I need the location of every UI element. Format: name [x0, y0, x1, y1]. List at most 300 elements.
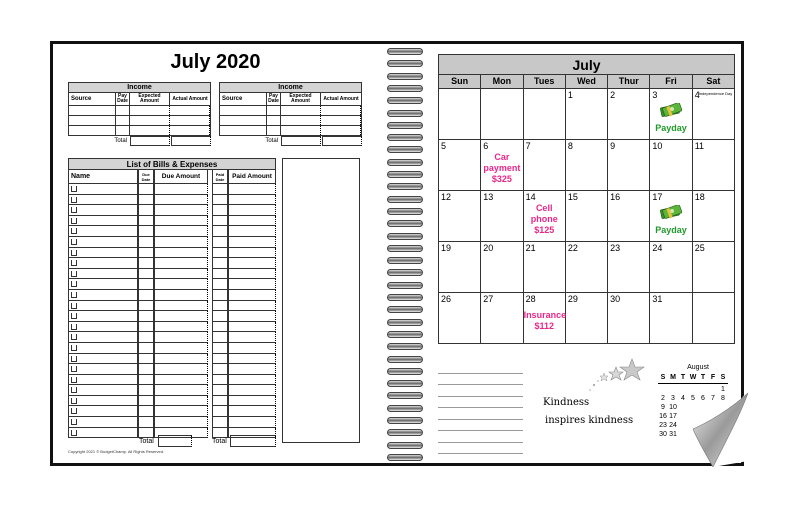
bill-due-date-cell[interactable]: [138, 417, 154, 428]
bill-paid-date-cell[interactable]: [212, 269, 228, 280]
bill-row[interactable]: [68, 258, 276, 269]
payday-label: Payday: [655, 123, 687, 133]
bills-total-due-box[interactable]: [158, 435, 192, 447]
bill-paid-date-cell[interactable]: [212, 279, 228, 290]
bill-row[interactable]: [68, 237, 276, 248]
bill-paid-date-cell[interactable]: [212, 184, 228, 195]
bill-checkbox[interactable]: [71, 398, 77, 404]
bill-paid-date-cell[interactable]: [212, 332, 228, 343]
income-total-label: Total: [265, 138, 278, 144]
calendar-day-cell[interactable]: [693, 89, 735, 140]
bill-checkbox[interactable]: [71, 324, 77, 330]
actual-amount-header: Actual Amount: [323, 95, 359, 102]
bill-name-cell[interactable]: [68, 332, 138, 343]
bill-row[interactable]: [68, 279, 276, 290]
bill-checkbox[interactable]: [71, 377, 77, 383]
calendar-week: [438, 242, 735, 293]
bill-due-date-cell[interactable]: [138, 332, 154, 343]
holiday-label: Independence Day: [698, 91, 733, 96]
bill-paid-amount-cell[interactable]: [228, 364, 276, 375]
bill-name-cell[interactable]: [68, 248, 138, 259]
bill-paid-amount-cell[interactable]: [228, 269, 276, 280]
bill-checkbox[interactable]: [71, 250, 77, 256]
bill-paid-amount-cell[interactable]: [228, 301, 276, 312]
bill-due-amount-cell[interactable]: [154, 364, 208, 375]
calendar-day-cell[interactable]: [481, 191, 523, 242]
bill-paid-amount-cell[interactable]: [228, 258, 276, 269]
income-row[interactable]: [68, 126, 211, 136]
notes-lines[interactable]: [438, 362, 523, 454]
bill-note-line: phone: [530, 214, 558, 224]
bill-row[interactable]: [68, 354, 276, 365]
bill-due-amount-cell[interactable]: [154, 279, 208, 290]
bill-row[interactable]: [68, 385, 276, 396]
calendar-day-cell[interactable]: [481, 140, 523, 191]
bill-row[interactable]: [68, 226, 276, 237]
calendar-day-cell[interactable]: [566, 191, 608, 242]
bill-paid-date-cell[interactable]: [212, 290, 228, 301]
bill-due-date-cell[interactable]: [138, 406, 154, 417]
income-row[interactable]: [219, 106, 362, 116]
calendar-day-cell[interactable]: [650, 242, 692, 293]
spiral-ring: [387, 343, 423, 350]
bill-paid-date-cell[interactable]: [212, 364, 228, 375]
mini-calendar-title: August: [687, 364, 709, 371]
bill-paid-date-cell[interactable]: [212, 396, 228, 407]
calendar-day-cell[interactable]: [524, 191, 566, 242]
day-number: 23: [610, 243, 621, 253]
calendar-day-cell[interactable]: [650, 293, 692, 344]
bill-row[interactable]: [68, 301, 276, 312]
spiral-ring: [387, 233, 423, 240]
calendar-weeks: [438, 89, 735, 344]
bill-checkbox[interactable]: [71, 387, 77, 393]
bill-row[interactable]: [68, 343, 276, 354]
bill-due-amount-cell[interactable]: [154, 375, 208, 386]
bill-name-cell[interactable]: [68, 258, 138, 269]
mini-weekday: F: [710, 374, 716, 381]
left-page: [53, 44, 378, 463]
calendar-day-cell[interactable]: [524, 242, 566, 293]
money-icon: [660, 103, 682, 117]
mini-weekday: T: [680, 374, 686, 381]
bill-row[interactable]: [68, 332, 276, 343]
bill-paid-amount-cell[interactable]: [228, 322, 276, 333]
day-number: 2: [610, 90, 616, 100]
bill-due-date-cell[interactable]: [138, 301, 154, 312]
day-number: 10: [652, 141, 663, 151]
calendar-week: [438, 191, 735, 242]
calendar-day-cell[interactable]: [524, 140, 566, 191]
calendar-day-cell[interactable]: [566, 293, 608, 344]
bill-due-amount-cell[interactable]: [154, 354, 208, 365]
calendar-day-cell[interactable]: [481, 89, 523, 140]
income-title: Income: [219, 82, 362, 93]
bill-due-date-cell[interactable]: [138, 385, 154, 396]
bill-checkbox[interactable]: [71, 408, 77, 414]
bill-row[interactable]: [68, 216, 276, 227]
expected-amount-header: Expected Amount: [130, 93, 170, 105]
bill-checkbox[interactable]: [71, 218, 77, 224]
weekday-header: [438, 75, 735, 89]
day-number: 21: [525, 243, 536, 253]
day-number: 19: [441, 243, 452, 253]
day-number: 5: [441, 141, 447, 151]
bill-due-date-cell[interactable]: [138, 364, 154, 375]
day-number: 7: [525, 141, 531, 151]
calendar-day-cell[interactable]: [566, 140, 608, 191]
income-total-actual[interactable]: [171, 136, 211, 146]
bill-name-cell[interactable]: [68, 184, 138, 195]
spiral-ring: [387, 269, 423, 276]
day-number: 29: [567, 294, 578, 304]
bills-total-paid-box[interactable]: [230, 435, 276, 447]
money-icon: [660, 205, 682, 219]
bill-paid-date-cell[interactable]: [212, 248, 228, 259]
bill-due-date-cell[interactable]: [138, 237, 154, 248]
bill-paid-date-cell[interactable]: [212, 375, 228, 386]
mini-day: 8: [721, 395, 725, 402]
bill-note-line: $112: [534, 321, 554, 331]
bill-due-amount-cell[interactable]: [154, 406, 208, 417]
calendar-day-cell[interactable]: [608, 140, 650, 191]
bill-paid-amount-cell[interactable]: [228, 311, 276, 322]
bill-due-date-cell[interactable]: [138, 290, 154, 301]
spiral-binding: [383, 44, 427, 463]
bill-name-cell[interactable]: [68, 428, 138, 439]
bill-due-amount-cell[interactable]: [154, 322, 208, 333]
paid-date-header: Paid Date: [212, 170, 228, 184]
due-date-header: Due Date: [138, 170, 154, 184]
bill-paid-amount-cell[interactable]: [228, 354, 276, 365]
bill-name-cell[interactable]: [68, 269, 138, 280]
calendar-week: [438, 140, 735, 191]
quote-line-1: Kindness: [543, 397, 590, 408]
bill-name-cell[interactable]: [68, 205, 138, 216]
bill-due-amount-cell[interactable]: [154, 396, 208, 407]
spiral-ring: [387, 60, 423, 67]
bill-row[interactable]: [68, 364, 276, 375]
bill-checkbox[interactable]: [71, 430, 77, 436]
bill-due-date-cell[interactable]: [138, 343, 154, 354]
bill-checkbox[interactable]: [71, 419, 77, 425]
spiral-ring: [387, 220, 423, 227]
bill-due-date-cell[interactable]: [138, 258, 154, 269]
bill-row[interactable]: [68, 375, 276, 386]
bill-checkbox[interactable]: [71, 303, 77, 309]
weekday-label: Fri: [650, 75, 692, 89]
bill-due-date-cell[interactable]: [138, 269, 154, 280]
bill-checkbox[interactable]: [71, 197, 77, 203]
bill-paid-date-cell[interactable]: [212, 226, 228, 237]
calendar-day-cell[interactable]: [608, 242, 650, 293]
bill-due-amount-cell[interactable]: [154, 216, 208, 227]
bill-checkbox[interactable]: [71, 345, 77, 351]
spiral-ring: [387, 97, 423, 104]
day-number: 28: [525, 294, 536, 304]
mini-day: 6: [701, 395, 705, 402]
stars-icon: [586, 357, 646, 397]
bill-due-amount-cell[interactable]: [154, 258, 208, 269]
calendar-week: [438, 293, 735, 344]
bill-row[interactable]: [68, 248, 276, 259]
bill-rows: [68, 184, 276, 438]
spiral-ring: [387, 331, 423, 338]
calendar-day-cell[interactable]: [566, 89, 608, 140]
bill-row[interactable]: [68, 311, 276, 322]
spiral-ring: [387, 85, 423, 92]
bill-due-date-cell[interactable]: [138, 216, 154, 227]
spiral-ring: [387, 306, 423, 313]
spiral-ring: [387, 454, 423, 461]
bill-checkbox[interactable]: [71, 239, 77, 245]
bill-paid-date-cell[interactable]: [212, 205, 228, 216]
bill-due-amount-cell[interactable]: [154, 248, 208, 259]
bill-due-amount-cell[interactable]: [154, 343, 208, 354]
bill-paid-amount-cell[interactable]: [228, 417, 276, 428]
mini-weekday: S: [660, 374, 666, 381]
bill-due-amount-cell[interactable]: [154, 269, 208, 280]
bill-note-line: $125: [534, 225, 555, 235]
calendar-day-cell[interactable]: [524, 89, 566, 140]
income-total-label: Total: [114, 138, 127, 144]
income-total-expected[interactable]: [130, 136, 170, 146]
bill-paid-amount-cell[interactable]: [228, 406, 276, 417]
bill-name-cell[interactable]: [68, 385, 138, 396]
calendar-day-cell[interactable]: [481, 293, 523, 344]
calendar-day-cell[interactable]: [438, 242, 481, 293]
bill-paid-date-cell[interactable]: [212, 301, 228, 312]
bill-due-amount-cell[interactable]: [154, 226, 208, 237]
income-row[interactable]: [219, 126, 362, 136]
bill-paid-amount-cell[interactable]: [228, 184, 276, 195]
bill-checkbox[interactable]: [71, 260, 77, 266]
bill-paid-date-cell[interactable]: [212, 385, 228, 396]
bill-paid-amount-cell[interactable]: [228, 290, 276, 301]
bill-name-cell[interactable]: [68, 322, 138, 333]
bill-checkbox[interactable]: [71, 313, 77, 319]
bill-name-cell[interactable]: [68, 406, 138, 417]
calendar-day-cell[interactable]: [608, 89, 650, 140]
bill-name-cell[interactable]: [68, 364, 138, 375]
mini-weekday: S: [720, 374, 726, 381]
bill-name-cell[interactable]: [68, 396, 138, 407]
bill-due-amount-cell[interactable]: [154, 195, 208, 206]
bill-name-cell[interactable]: [68, 343, 138, 354]
spiral-ring: [387, 417, 423, 424]
bill-name-cell[interactable]: [68, 417, 138, 428]
mini-day: [658, 385, 668, 394]
income-row[interactable]: [68, 116, 211, 126]
bill-paid-date-cell[interactable]: [212, 216, 228, 227]
spiral-ring: [387, 110, 423, 117]
bill-due-amount-cell[interactable]: [154, 311, 208, 322]
bill-row[interactable]: [68, 269, 276, 280]
bill-row[interactable]: [68, 406, 276, 417]
spiral-ring: [387, 429, 423, 436]
bill-row[interactable]: [68, 322, 276, 333]
bill-paid-amount-cell[interactable]: [228, 216, 276, 227]
bill-due-date-cell[interactable]: [138, 226, 154, 237]
bill-row[interactable]: [68, 396, 276, 407]
expected-amount-header: Expected Amount: [281, 93, 321, 105]
bill-paid-amount-cell[interactable]: [228, 226, 276, 237]
bill-due-date-cell[interactable]: [138, 354, 154, 365]
mini-day: 1: [721, 386, 725, 393]
bill-name-cell[interactable]: [68, 290, 138, 301]
bill-row[interactable]: [68, 205, 276, 216]
day-number: 14: [525, 192, 536, 202]
right-page: [438, 44, 743, 463]
income-row[interactable]: [219, 116, 362, 126]
day-number: 27: [483, 294, 494, 304]
bill-due-date-cell[interactable]: [138, 279, 154, 290]
mini-day: 16: [659, 413, 667, 420]
income-row[interactable]: [68, 106, 211, 116]
mini-day: 24: [669, 422, 677, 429]
bill-paid-date-cell[interactable]: [212, 354, 228, 365]
bill-paid-date-cell[interactable]: [212, 406, 228, 417]
bill-due-date-cell[interactable]: [138, 184, 154, 195]
bill-name-cell[interactable]: [68, 237, 138, 248]
calendar-day-cell[interactable]: [438, 89, 481, 140]
income-total-actual[interactable]: [322, 136, 362, 146]
bill-due-date-cell[interactable]: [138, 375, 154, 386]
bill-checkbox[interactable]: [71, 281, 77, 287]
bill-paid-date-cell[interactable]: [212, 237, 228, 248]
bill-paid-date-cell[interactable]: [212, 311, 228, 322]
calendar-day-cell[interactable]: [438, 293, 481, 344]
bill-due-amount-cell[interactable]: [154, 184, 208, 195]
mini-day: 9: [661, 404, 665, 411]
bill-checkbox[interactable]: [71, 366, 77, 372]
bill-due-date-cell[interactable]: [138, 205, 154, 216]
due-amount-header: Due Amount: [154, 170, 208, 184]
bill-paid-amount-cell[interactable]: [228, 385, 276, 396]
bill-name-cell[interactable]: [68, 301, 138, 312]
bill-paid-amount-cell[interactable]: [228, 332, 276, 343]
mini-day: 5: [691, 395, 695, 402]
bill-due-amount-cell[interactable]: [154, 417, 208, 428]
bill-paid-amount-cell[interactable]: [228, 237, 276, 248]
bills-total-label: Total: [139, 438, 154, 445]
mini-weekday-row: [658, 373, 738, 382]
calendar-day-cell[interactable]: [693, 242, 735, 293]
bill-name-cell[interactable]: [68, 354, 138, 365]
mini-day: 3: [671, 395, 675, 402]
bill-paid-amount-cell[interactable]: [228, 279, 276, 290]
bill-checkbox[interactable]: [71, 292, 77, 298]
bill-row[interactable]: [68, 290, 276, 301]
bill-due-amount-cell[interactable]: [154, 237, 208, 248]
planner-spread: [50, 41, 744, 466]
calendar-day-cell[interactable]: [608, 293, 650, 344]
income-total-expected[interactable]: [281, 136, 321, 146]
bill-checkbox[interactable]: [71, 228, 77, 234]
pay-date-header: Pay Date: [116, 93, 130, 105]
bill-row[interactable]: [68, 184, 276, 195]
bill-note-line: $325: [491, 174, 512, 184]
bill-due-amount-cell[interactable]: [154, 332, 208, 343]
bill-paid-date-cell[interactable]: [212, 322, 228, 333]
bill-row[interactable]: [68, 195, 276, 206]
spiral-ring: [387, 368, 423, 375]
bills-title: List of Bills & Expenses: [68, 158, 276, 170]
mini-weekday: W: [689, 374, 697, 381]
calendar-day-cell[interactable]: [481, 242, 523, 293]
bill-checkbox[interactable]: [71, 334, 77, 340]
income-table-2: [219, 82, 362, 150]
bill-paid-date-cell[interactable]: [212, 258, 228, 269]
bill-paid-amount-cell[interactable]: [228, 375, 276, 386]
calendar-day-cell[interactable]: [438, 140, 481, 191]
bill-due-date-cell[interactable]: [138, 396, 154, 407]
bill-name-cell[interactable]: [68, 311, 138, 322]
bill-name-cell[interactable]: [68, 216, 138, 227]
bill-name-cell[interactable]: [68, 226, 138, 237]
bill-due-date-cell[interactable]: [138, 311, 154, 322]
bill-row[interactable]: [68, 417, 276, 428]
bill-paid-amount-cell[interactable]: [228, 195, 276, 206]
bill-due-date-cell[interactable]: [138, 195, 154, 206]
calendar-day-cell[interactable]: [693, 140, 735, 191]
bill-note-line: payment: [483, 163, 521, 173]
bill-paid-amount-cell[interactable]: [228, 396, 276, 407]
bill-name-cell[interactable]: [68, 279, 138, 290]
calendar-day-cell[interactable]: [438, 191, 481, 242]
calendar-day-cell[interactable]: [566, 242, 608, 293]
bill-due-date-cell[interactable]: [138, 248, 154, 259]
bill-name-cell[interactable]: [68, 195, 138, 206]
calendar-day-cell[interactable]: [650, 191, 692, 242]
calendar-day-cell[interactable]: [524, 293, 566, 344]
calendar-day-cell[interactable]: [650, 140, 692, 191]
day-number: 9: [610, 141, 616, 151]
bill-paid-date-cell[interactable]: [212, 428, 228, 439]
source-header: Source: [220, 93, 267, 105]
bill-due-date-cell[interactable]: [138, 428, 154, 439]
bills-paid-total-label: Total: [212, 438, 227, 445]
calendar-day-cell[interactable]: [693, 293, 735, 344]
bill-checkbox[interactable]: [71, 271, 77, 277]
actual-amount-header: Actual Amount: [172, 95, 208, 102]
mini-day: [678, 412, 688, 421]
bill-paid-date-cell[interactable]: [212, 417, 228, 428]
bill-due-amount-cell[interactable]: [154, 205, 208, 216]
day-number: 31: [652, 294, 663, 304]
bill-paid-date-cell[interactable]: [212, 195, 228, 206]
bill-due-date-cell[interactable]: [138, 322, 154, 333]
calendar-day-cell[interactable]: [608, 191, 650, 242]
bill-checkbox[interactable]: [71, 356, 77, 362]
bill-due-amount-cell[interactable]: [154, 385, 208, 396]
day-number: 12: [441, 192, 452, 202]
bill-paid-amount-cell[interactable]: [228, 248, 276, 259]
spiral-ring: [387, 134, 423, 141]
bill-due-amount-cell[interactable]: [154, 290, 208, 301]
spiral-ring: [387, 183, 423, 190]
bill-paid-amount-cell[interactable]: [228, 343, 276, 354]
notes-box[interactable]: [282, 158, 360, 443]
bill-checkbox[interactable]: [71, 207, 77, 213]
calendar-day-cell[interactable]: [650, 89, 692, 140]
calendar-day-cell[interactable]: [693, 191, 735, 242]
bill-paid-date-cell[interactable]: [212, 343, 228, 354]
bill-name-cell[interactable]: [68, 375, 138, 386]
bill-paid-amount-cell[interactable]: [228, 205, 276, 216]
bill-due-amount-cell[interactable]: [154, 301, 208, 312]
bill-checkbox[interactable]: [71, 186, 77, 192]
